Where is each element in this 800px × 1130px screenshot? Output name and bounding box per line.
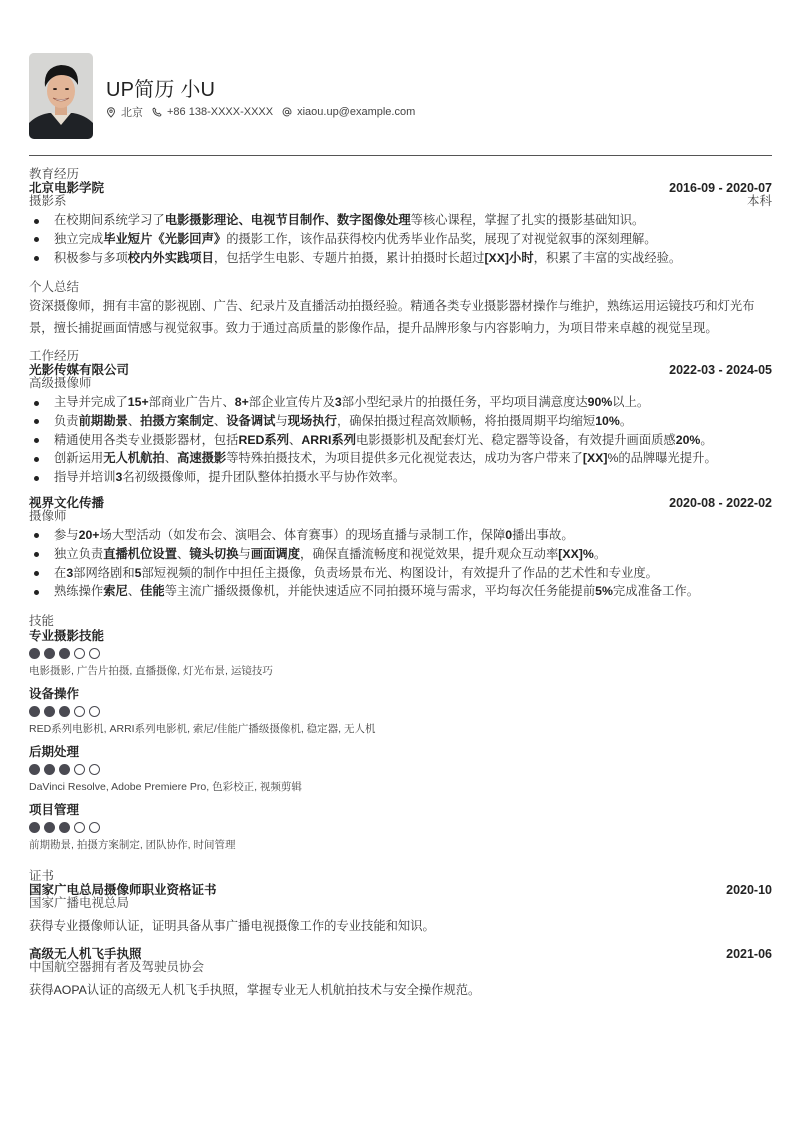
filled-dot-icon: [44, 764, 55, 775]
empty-dot-icon: [89, 822, 100, 833]
phone-icon: [152, 107, 162, 117]
phone-text: +86 138-XXXX-XXXX: [167, 106, 274, 118]
certificate-issuer: 中国航空器拥有者及驾驶员协会: [29, 960, 205, 974]
map-pin-icon: [106, 107, 116, 118]
contact-phone[interactable]: [152, 106, 273, 118]
section-title-work: 工作经历: [29, 349, 80, 363]
company-name: 视界文化传播: [29, 495, 105, 510]
certificate-header: [29, 947, 772, 961]
bullet-item: 在校期间系统学习了电影摄影理论、电视节目制作、数字图像处理等核心课程，掌握了扎实的摄影基础知识。: [29, 211, 772, 230]
filled-dot-icon: [29, 764, 40, 775]
bullet-item: 创新运用无人机航拍、高速摄影等特殊拍摄技术，为项目提供多元化视觉表达，成功为客户带来了[XX]%的品牌曝光提升。: [29, 449, 772, 468]
section-title-certificates: 证书: [29, 869, 55, 883]
job-entry: [29, 496, 772, 601]
profile-photo: [29, 53, 93, 139]
skill-tags: 前期勘景, 拍摄方案制定, 团队协作, 时间管理: [29, 839, 236, 851]
skill-name: 设备操作: [29, 687, 80, 701]
location-text: 北京: [121, 107, 143, 119]
education-major-row: [29, 195, 772, 208]
candidate-name: UP简历 小U: [106, 79, 216, 101]
contact-info: [106, 104, 424, 120]
section-title-skills: 技能: [29, 614, 55, 628]
certificate-entry: [29, 883, 772, 933]
resume-header: [29, 53, 774, 139]
summary-text: 资深摄像师，拥有丰富的影视剧、广告、纪录片及直播活动拍摄经验。精通各类专业摄影器材操作与维护，熟练运用运镜技巧和灯光布景，擅长捕捉画面情感与视觉叙事。致力于通过高质量的影像作品，提升品牌形象与内容影响力，为项目带来卓越的视觉呈现。: [29, 299, 755, 335]
skill-name: 项目管理: [29, 803, 80, 817]
certificate-header: [29, 883, 772, 897]
major: 摄影系: [29, 194, 67, 208]
certificate-name: 国家广电总局摄像师职业资格证书: [29, 883, 217, 897]
skill-tags: DaVinci Resolve, Adobe Premiere Pro, 色彩校正, 视频剪辑: [29, 781, 302, 793]
certificate-entry: [29, 947, 772, 997]
job-bullets: [29, 526, 772, 601]
degree: 本科: [746, 194, 772, 208]
filled-dot-icon: [59, 822, 70, 833]
bullet-item: 精通使用各类专业摄影器材，包括RED系列、ARRI系列电影摄影机及配套灯光、稳定器等设备，有效提升画面质感20%。: [29, 431, 772, 450]
empty-dot-icon: [74, 706, 85, 717]
header-divider: [29, 155, 772, 156]
education-bullets: [29, 211, 772, 267]
filled-dot-icon: [59, 706, 70, 717]
bullet-item: 参与20+场大型活动（如发布会、演唱会、体育赛事）的现场直播与录制工作，保障0播出事故。: [29, 526, 772, 545]
certificate-description: 获得AOPA认证的高级无人机飞手执照，掌握专业无人机航拍技术与安全操作规范。: [29, 983, 481, 997]
contact-location: [106, 104, 143, 120]
skill-level-dots: [29, 706, 772, 717]
empty-dot-icon: [74, 648, 85, 659]
skill-level-dots: [29, 764, 772, 775]
job-bullets: [29, 393, 772, 487]
company-name: 光影传媒有限公司: [29, 363, 130, 377]
certificate-name: 高级无人机飞手执照: [29, 947, 142, 961]
bullet-item: 独立完成毕业短片《光影回声》的摄影工作，该作品获得校内优秀毕业作品奖，展现了对视觉叙事的深刻理解。: [29, 230, 772, 249]
filled-dot-icon: [44, 648, 55, 659]
email-text: xiaou.up@example.com: [297, 106, 416, 118]
job-date: 2020-08 - 2022-02: [669, 495, 772, 510]
filled-dot-icon: [59, 648, 70, 659]
empty-dot-icon: [89, 764, 100, 775]
skill-item: [29, 686, 772, 736]
education-section: [29, 167, 772, 267]
certificate-issuer: 国家广播电视总局: [29, 896, 130, 910]
job-entry: [29, 363, 772, 487]
skill-name: 后期处理: [29, 745, 80, 759]
section-title-education: 教育经历: [29, 167, 80, 181]
bullet-item: 主导并完成了15+部商业广告片、8+部企业宣传片及3部小型纪录片的拍摄任务，平均项目满意度达90%以上。: [29, 393, 772, 412]
filled-dot-icon: [44, 822, 55, 833]
certificate-date: 2021-06: [726, 947, 772, 961]
summary-section: [29, 280, 772, 339]
job-date: 2022-03 - 2024-05: [669, 363, 772, 377]
skill-level-dots: [29, 648, 772, 659]
bullet-item: 指导并培训3名初级摄像师，提升团队整体拍摄水平与协作效率。: [29, 468, 772, 487]
skill-level-dots: [29, 822, 772, 833]
filled-dot-icon: [29, 706, 40, 717]
section-title-summary: 个人总结: [29, 280, 80, 294]
school-name: 北京电影学院: [29, 181, 105, 195]
education-entry-header: [29, 181, 772, 195]
job-role: 高级摄像师: [29, 376, 92, 390]
filled-dot-icon: [59, 764, 70, 775]
filled-dot-icon: [29, 648, 40, 659]
certificate-date: 2020-10: [726, 883, 772, 897]
empty-dot-icon: [74, 764, 85, 775]
empty-dot-icon: [89, 706, 100, 717]
bullet-item: 独立负责直播机位设置、镜头切换与画面调度，确保直播流畅度和视觉效果，提升观众互动率[XX]%。: [29, 545, 772, 564]
skills-section: [29, 614, 772, 852]
filled-dot-icon: [29, 822, 40, 833]
certificate-description: 获得专业摄像师认证，证明具备从事广播电视摄像工作的专业技能和知识。: [29, 919, 435, 933]
bullet-item: 积极参与多项校内外实践项目，包括学生电影、专题片拍摄，累计拍摄时长超过[XX]小时，积累了丰富的实战经验。: [29, 249, 772, 268]
empty-dot-icon: [89, 648, 100, 659]
empty-dot-icon: [74, 822, 85, 833]
skill-tags: 电影摄影, 广告片拍摄, 直播摄像, 灯光布景, 运镜技巧: [29, 665, 273, 677]
job-role: 摄像师: [29, 508, 67, 523]
education-date: 2016-09 - 2020-07: [669, 181, 772, 195]
contact-email[interactable]: [282, 106, 415, 118]
certificates-section: [29, 869, 772, 997]
work-section: [29, 349, 772, 601]
bullet-item: 负责前期勘景、拍摄方案制定、设备调试与现场执行，确保拍摄过程高效顺畅，将拍摄周期平均缩短10%。: [29, 412, 772, 431]
skill-name: 专业摄影技能: [29, 629, 105, 643]
skill-item: [29, 802, 772, 852]
bullet-item: 熟练操作索尼、佳能等主流广播级摄像机，并能快速适应不同拍摄环境与需求，平均每次任务能提前5%完成准备工作。: [29, 582, 772, 601]
filled-dot-icon: [44, 706, 55, 717]
skill-tags: RED系列电影机, ARRI系列电影机, 索尼/佳能广播级摄像机, 稳定器, 无人机: [29, 723, 376, 735]
skill-item: [29, 628, 772, 678]
bullet-item: 在3部网络剧和5部短视频的制作中担任主摄像，负责场景布光、构图设计，有效提升了作品的艺术性和专业度。: [29, 564, 772, 583]
job-header: [29, 363, 772, 377]
at-sign-icon: [282, 107, 292, 117]
job-header: [29, 496, 772, 510]
skill-item: [29, 744, 772, 794]
